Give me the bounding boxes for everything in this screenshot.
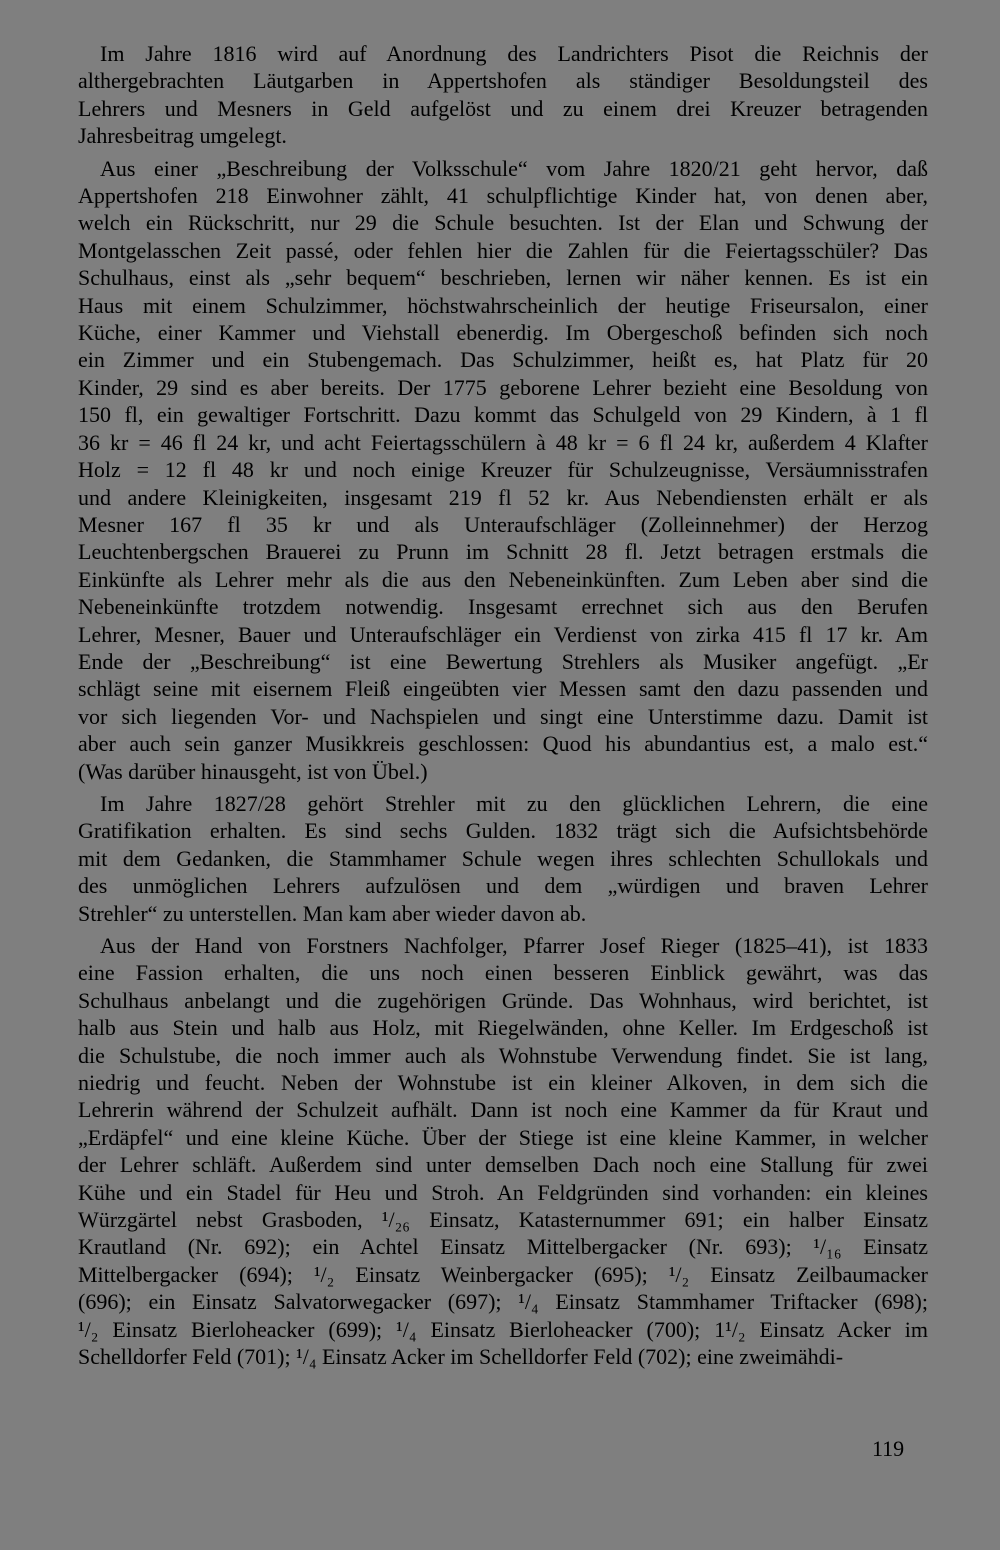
page-number: 119 bbox=[872, 1436, 905, 1461]
text-line: schlägt seine mit eisernem Fleiß eingeübten vier Messen samt den dazu passenden und bbox=[78, 676, 928, 702]
text-line: Aus der Hand von Forstners Nachfolger, Pfarrer Josef Rieger (1825–41), ist 1833 bbox=[100, 933, 928, 958]
text-line: halb aus Stein und halb aus Holz, mit Riegelwänden, ohne Keller. Im Erdgeschoß ist bbox=[78, 1015, 928, 1041]
text-line: ¹/₂ Einsatz Bierloheacker (699); ¹/₄ Einsatz Bierloheacker (700); 1¹/₂ Einsatz Acker im bbox=[78, 1316, 928, 1342]
text-line: Appertshofen 218 Einwohner zählt, 41 schulpflichtige Kinder hat, von denen aber, bbox=[78, 183, 928, 209]
text-line: Küche, einer Kammer und Viehstall ebenerdig. Im Obergeschoß befinden sich noch bbox=[78, 320, 928, 346]
text-line: aber auch sein ganzer Musikkreis geschlossen: Quod his abundantius est, a malo est.“ bbox=[78, 731, 928, 757]
text-line: Haus mit einem Schulzimmer, höchstwahrscheinlich der heutige Friseursalon, einer bbox=[78, 292, 928, 318]
text-line: Strehler“ zu unterstellen. Man kam aber wieder davon ab. bbox=[78, 900, 587, 926]
text-line: Mesner 167 fl 35 kr und als Unteraufschläger (Zolleinnehmer) der Herzog bbox=[78, 511, 928, 537]
text-line: Holz = 12 fl 48 kr und noch einige Kreuzer für Schulzeugnisse, Versäumnisstrafen bbox=[78, 457, 928, 483]
text-line: welch ein Rückschritt, nur 29 die Schule besuchten. Ist der Elan und Schwung der bbox=[78, 210, 928, 236]
text-line: Gratifikation erhalten. Es sind sechs Gulden. 1832 trägt sich die Aufsichtsbehörde bbox=[78, 818, 928, 844]
paragraph bbox=[78, 790, 928, 927]
text-line: (Was darüber hinausgeht, ist von Übel.) bbox=[78, 758, 428, 784]
text-line: Krautland (Nr. 692); ein Achtel Einsatz Mittelbergacker (Nr. 693); ¹/₁₆ Einsatz bbox=[78, 1234, 928, 1260]
text-line: Lehrerin während der Schulzeit aufhält. Dann ist noch eine Kammer da für Kraut und bbox=[78, 1097, 928, 1123]
text-line: Im Jahre 1816 wird auf Anordnung des Landrichters Pisot die Reichnis der bbox=[100, 41, 928, 66]
text-line: Lehrers und Mesners in Geld aufgelöst und zu einem drei Kreuzer betragenden bbox=[78, 95, 928, 121]
text-line: Nebeneinkünfte trotzdem notwendig. Insgesamt errechnet sich aus den Berufen bbox=[78, 594, 928, 620]
text-line: die Schulstube, die noch immer auch als Wohnstube Verwendung findet. Sie ist lang, bbox=[78, 1042, 928, 1068]
text-line: mit dem Gedanken, die Stammhamer Schule wegen ihres schlechten Schullokals und bbox=[78, 845, 928, 871]
text-line: (696); ein Einsatz Salvatorwegacker (697); ¹/₄ Einsatz Stammhamer Triftacker (698); bbox=[78, 1289, 928, 1315]
text-line: Schulhaus, einst als „sehr bequem“ beschrieben, lernen wir näher kennen. Es ist ein bbox=[78, 265, 928, 291]
text-line: Jahresbeitrag umgelegt. bbox=[78, 123, 287, 149]
text-line: Mittelbergacker (694); ¹/₂ Einsatz Weinbergacker (695); ¹/₂ Einsatz Zeilbaumacker bbox=[78, 1261, 928, 1287]
paragraph bbox=[78, 40, 928, 150]
text-line: Leuchtenbergschen Brauerei zu Prunn im Schnitt 28 fl. Jetzt betragen erstmals die bbox=[78, 539, 928, 565]
text-line: Einkünfte als Lehrer mehr als die aus den Nebeneinkünften. Zum Leben aber sind die bbox=[78, 566, 928, 592]
text-line: Im Jahre 1827/28 gehört Strehler mit zu den glücklichen Lehrern, die eine bbox=[100, 790, 928, 816]
text-line: Schelldorfer Feld (701); ¹/₄ Einsatz Acker im Schelldorfer Feld (702); eine zweimähdi- bbox=[78, 1344, 844, 1370]
text-line: vor sich liegenden Vor- und Nachspielen und singt eine Unterstimme dazu. Damit ist bbox=[78, 703, 928, 729]
text-line: 36 kr = 46 fl 24 kr, und acht Feiertagsschülern à 48 kr = 6 fl 24 kr, außerdem 4 Klafter bbox=[78, 429, 928, 455]
text-line: der Lehrer schläft. Außerdem sind unter demselben Dach noch eine Stallung für zwei bbox=[78, 1152, 928, 1178]
text-line: Kühe und ein Stadel für Heu und Stroh. An Feldgründen sind vorhanden: ein kleines bbox=[78, 1179, 928, 1205]
text-line: und andere Kleinigkeiten, insgesamt 219 fl 52 kr. Aus Nebendiensten erhält er als bbox=[78, 484, 928, 510]
text-line: Würzgärtel nebst Grasboden, ¹/₂₆ Einsatz, Katasternummer 691; ein halber Einsatz bbox=[78, 1207, 928, 1233]
text-line: des unmöglichen Lehrers aufzulösen und dem „würdigen und braven Lehrer bbox=[78, 873, 928, 899]
text-line: 150 fl, ein gewaltiger Fortschritt. Dazu kommt das Schulgeld von 29 Kindern, à 1 fl bbox=[78, 402, 928, 428]
paragraph bbox=[78, 155, 928, 785]
paragraph bbox=[78, 932, 928, 1371]
text-line: eine Fassion erhalten, die uns noch einen besseren Einblick gewährt, was das bbox=[78, 960, 928, 986]
text-line: ein Zimmer und ein Stubengemach. Das Schulzimmer, heißt es, hat Platz für 20 bbox=[78, 347, 928, 373]
text-line: althergebrachten Läutgarben in Appertshofen als ständiger Besoldungsteil des bbox=[78, 68, 928, 94]
text-line: Aus einer „Beschreibung der Volksschule“ vom Jahre 1820/21 geht hervor, daß bbox=[100, 155, 928, 181]
text-line: Schulhaus anbelangt und die zugehörigen Gründe. Das Wohnhaus, wird berichtet, ist bbox=[78, 987, 928, 1013]
body-text bbox=[78, 40, 928, 1371]
text-line: Montgelasschen Zeit passé, oder fehlen hier die Zahlen für die Feiertagsschüler? Das bbox=[78, 237, 928, 263]
text-line: Lehrer, Mesner, Bauer und Unteraufschläger ein Verdienst von zirka 415 fl 17 kr. Am bbox=[78, 621, 928, 647]
text-line: Kinder, 29 sind es aber bereits. Der 1775 geborene Lehrer bezieht eine Besoldung von bbox=[78, 374, 928, 400]
text-line: „Erdäpfel“ und eine kleine Küche. Über der Stiege ist eine kleine Kammer, in welcher bbox=[78, 1124, 928, 1150]
text-line: Ende der „Beschreibung“ ist eine Bewertung Strehlers als Musiker angefügt. „Er bbox=[78, 648, 928, 674]
text-line: niedrig und feucht. Neben der Wohnstube ist ein kleiner Alkoven, in dem sich die bbox=[78, 1070, 928, 1096]
